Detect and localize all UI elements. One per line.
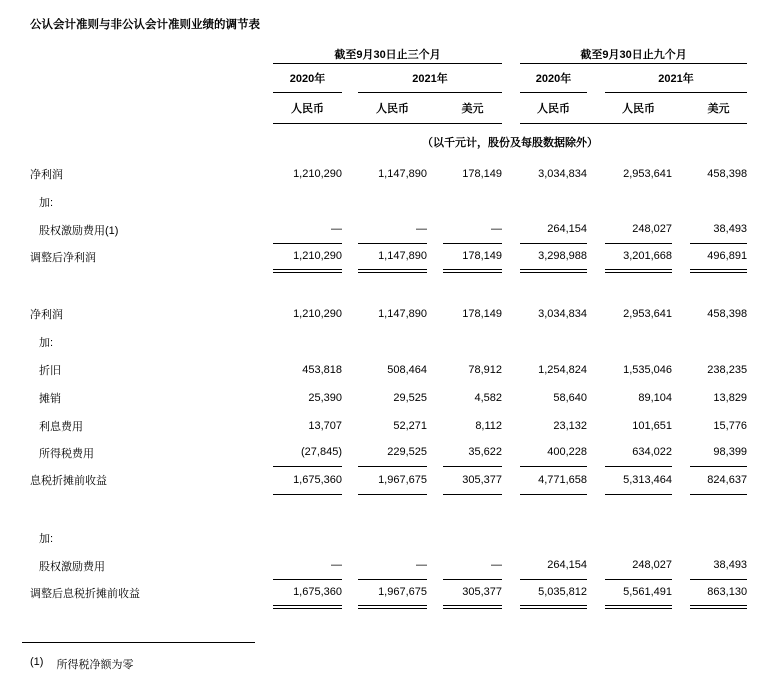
table-row xyxy=(30,188,747,216)
value-cell: 15,776 xyxy=(713,419,748,432)
value-cell: 38,493 xyxy=(690,552,747,579)
value-cell: 1,210,290 xyxy=(273,243,342,271)
table-row xyxy=(30,92,747,123)
table-row xyxy=(30,524,747,552)
row-label: 加: xyxy=(39,197,54,209)
spacer-row xyxy=(30,271,747,300)
currency-header-usd: 美元 xyxy=(443,92,502,123)
value-cell: 264,154 xyxy=(520,216,587,243)
footnote xyxy=(30,656,778,672)
value-cell: 458,398 xyxy=(707,308,748,320)
value-cell: — xyxy=(443,216,502,243)
value-cell: 3,298,988 xyxy=(520,243,587,271)
value-cell: 23,132 xyxy=(553,419,588,432)
currency-header-rmb: 人民币 xyxy=(605,92,672,123)
value-cell: 3,201,668 xyxy=(605,243,672,271)
value-cell: 38,493 xyxy=(690,216,747,243)
period-header-3m: 截至9月30日止三个月 xyxy=(273,45,502,63)
value-cell: 178,149 xyxy=(462,168,503,180)
value-cell: 2,953,641 xyxy=(623,308,673,320)
value-cell: 4,582 xyxy=(474,392,503,404)
value-cell: 3,034,834 xyxy=(538,168,588,180)
value-cell: 58,640 xyxy=(553,392,588,404)
value-cell: 1,210,290 xyxy=(293,308,342,320)
row-label: 调整后息税折摊前收益 xyxy=(30,588,140,600)
value-cell: 248,027 xyxy=(605,552,672,579)
value-cell: 78,912 xyxy=(468,364,503,376)
value-cell: 29,525 xyxy=(393,392,427,404)
table-row xyxy=(30,216,747,243)
currency-header-usd: 美元 xyxy=(690,92,747,123)
value-cell: 400,228 xyxy=(520,439,587,466)
value-cell: 238,235 xyxy=(707,364,748,376)
currency-header-rmb: 人民币 xyxy=(273,92,342,123)
row-label: 净利润 xyxy=(30,169,63,181)
value-cell: (27,845) xyxy=(273,439,342,466)
spacer-row xyxy=(30,494,747,524)
value-cell: 98,399 xyxy=(690,439,747,466)
value-cell: 863,130 xyxy=(690,579,747,607)
table-row xyxy=(30,63,747,92)
units-note: （以千元计，股份及每股数据除外） xyxy=(422,136,599,149)
row-label: 加: xyxy=(39,533,54,545)
value-cell: 5,035,812 xyxy=(520,579,587,607)
value-cell: 1,210,290 xyxy=(293,168,342,180)
row-label: 股权激励费用(1) xyxy=(39,224,119,237)
row-label: 调整后净利润 xyxy=(30,252,96,264)
value-cell: 824,637 xyxy=(690,466,747,494)
value-cell: 178,149 xyxy=(443,243,502,271)
value-cell: 1,147,890 xyxy=(358,243,427,271)
row-label: 折旧 xyxy=(39,365,61,377)
currency-header-rmb: 人民币 xyxy=(520,92,587,123)
table-row xyxy=(30,300,747,328)
value-cell: 458,398 xyxy=(707,168,748,180)
value-cell: 1,147,890 xyxy=(378,308,427,320)
value-cell: 305,377 xyxy=(443,579,502,607)
value-cell: 178,149 xyxy=(462,308,503,320)
row-label: 加: xyxy=(39,337,54,349)
value-cell: — xyxy=(358,216,427,243)
value-cell: — xyxy=(273,552,342,579)
table-row xyxy=(30,412,747,439)
value-cell: 1,535,046 xyxy=(623,364,673,376)
table-row xyxy=(30,356,747,384)
value-cell: 2,953,641 xyxy=(623,168,673,180)
value-cell: 4,771,658 xyxy=(520,466,587,494)
value-cell: 52,271 xyxy=(393,419,427,432)
value-cell: 1,967,675 xyxy=(358,579,427,607)
table-row xyxy=(30,384,747,412)
table-row xyxy=(30,579,747,607)
value-cell: 508,464 xyxy=(387,364,427,376)
row-label: 摊销 xyxy=(39,393,61,405)
table-row xyxy=(30,552,747,579)
value-cell: — xyxy=(358,552,427,579)
value-cell: 89,104 xyxy=(638,392,673,404)
reconciliation-table xyxy=(30,45,747,609)
value-cell: 3,034,834 xyxy=(538,308,588,320)
value-cell: 5,313,464 xyxy=(605,466,672,494)
value-cell: 13,829 xyxy=(713,392,748,404)
table-row xyxy=(30,466,747,494)
value-cell: 13,707 xyxy=(308,419,342,432)
footnote-divider xyxy=(22,642,255,643)
value-cell: 229,525 xyxy=(358,439,427,466)
value-cell: 5,561,491 xyxy=(605,579,672,607)
value-cell: 1,967,675 xyxy=(358,466,427,494)
footnote-marker: (1) xyxy=(30,656,44,668)
table-row xyxy=(30,439,747,466)
value-cell: — xyxy=(273,216,342,243)
value-cell: 1,147,890 xyxy=(378,168,427,180)
value-cell: 634,022 xyxy=(605,439,672,466)
value-cell: 248,027 xyxy=(605,216,672,243)
row-label: 股权激励费用 xyxy=(39,560,105,573)
value-cell: 101,651 xyxy=(632,419,673,432)
table-row xyxy=(30,243,747,271)
row-label: 净利润 xyxy=(30,309,63,321)
table-row xyxy=(30,160,747,188)
year-header-9m-2021: 2021年 xyxy=(605,63,747,92)
footnote-text: 所得税净额为零 xyxy=(56,659,134,671)
page-title: 公认会计准则与非公认会计准则业绩的调节表 xyxy=(30,19,260,31)
year-header-3m-2021: 2021年 xyxy=(358,63,502,92)
value-cell: — xyxy=(443,552,502,579)
table-row xyxy=(30,123,747,160)
year-header-9m-2020: 2020年 xyxy=(520,63,587,92)
value-cell: 35,622 xyxy=(443,439,502,466)
table-row xyxy=(30,45,747,63)
year-header-3m-2020: 2020年 xyxy=(273,63,342,92)
period-header-9m: 截至9月30日止九个月 xyxy=(520,45,747,63)
row-label: 利息费用 xyxy=(39,420,83,433)
value-cell: 453,818 xyxy=(302,364,342,376)
row-label: 所得税费用 xyxy=(39,447,94,460)
value-cell: 496,891 xyxy=(690,243,747,271)
value-cell: 305,377 xyxy=(443,466,502,494)
table-row xyxy=(30,328,747,356)
currency-header-rmb: 人民币 xyxy=(358,92,427,123)
value-cell: 8,112 xyxy=(475,419,503,432)
value-cell: 25,390 xyxy=(308,392,342,404)
value-cell: 1,675,360 xyxy=(273,466,342,494)
value-cell: 1,254,824 xyxy=(538,364,588,376)
value-cell: 1,675,360 xyxy=(273,579,342,607)
row-label: 息税折摊前收益 xyxy=(30,475,107,487)
value-cell: 264,154 xyxy=(520,552,587,579)
